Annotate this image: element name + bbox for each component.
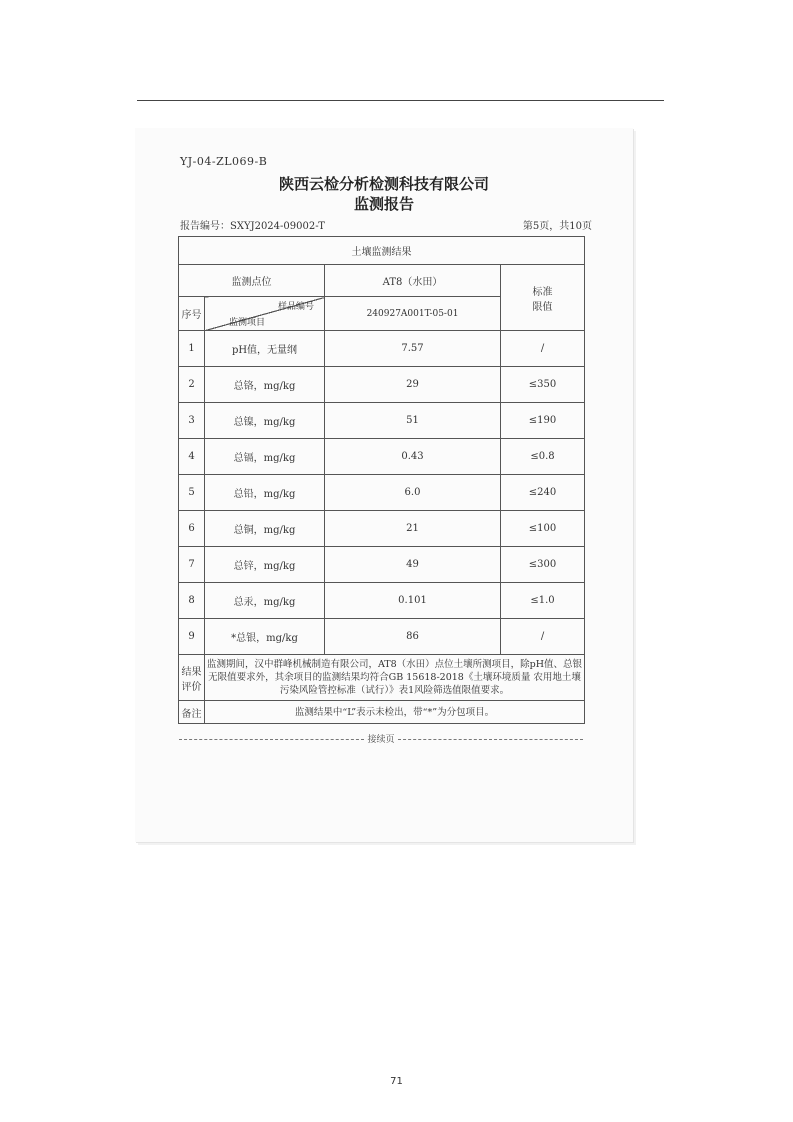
table-row: [179, 619, 585, 655]
scanned-report-page: [135, 128, 633, 842]
header-standard-line2: 限值: [532, 301, 553, 313]
row-seq: 6: [179, 511, 205, 547]
continue-dash-left: [179, 739, 364, 740]
row-item: 总汞，mg/kg: [205, 583, 325, 619]
row-value: 0.101: [325, 583, 501, 619]
row-limit: ≤240: [501, 475, 585, 511]
row-value: 7.57: [325, 331, 501, 367]
document-code: YJ-04-ZL069-B: [180, 155, 268, 168]
row-seq: 5: [179, 475, 205, 511]
row-value: 49: [325, 547, 501, 583]
data-rows: [179, 331, 585, 655]
row-value: 21: [325, 511, 501, 547]
sample-number: 240927A001T-05-01: [325, 297, 501, 331]
row-item: *总银，mg/kg: [205, 619, 325, 655]
top-rule: [137, 100, 664, 101]
diagonal-header-cell: [205, 297, 325, 331]
monitoring-point-value: AT8（水田）: [325, 265, 501, 297]
row-seq: 1: [179, 331, 205, 367]
row-item: pH值，无量纲: [205, 331, 325, 367]
page-number: 71: [390, 1076, 403, 1087]
remark-label: 备注: [179, 701, 205, 724]
row-seq: 9: [179, 619, 205, 655]
row-seq: 2: [179, 367, 205, 403]
row-limit: ≤350: [501, 367, 585, 403]
diag-sample-no-label: 样品编号: [277, 302, 314, 312]
company-name: 陕西云检分析检测科技有限公司: [278, 175, 489, 193]
row-item: 总铜，mg/kg: [205, 511, 325, 547]
row-seq: 7: [179, 547, 205, 583]
row-seq: 4: [179, 439, 205, 475]
remark-text: 监测结果中“L”表示未检出，带“*”为分包项目。: [205, 701, 585, 724]
row-item: 总镉，mg/kg: [205, 439, 325, 475]
table-row: [179, 367, 585, 403]
table-row: [179, 583, 585, 619]
row-value: 86: [325, 619, 501, 655]
row-limit: ≤1.0: [501, 583, 585, 619]
table-section-title: 土壤监测结果: [179, 237, 585, 265]
row-item: 总锌，mg/kg: [205, 547, 325, 583]
row-limit: ≤190: [501, 403, 585, 439]
row-item: 总铬，mg/kg: [205, 367, 325, 403]
row-item: 总镍，mg/kg: [205, 403, 325, 439]
soil-monitoring-table: [178, 236, 585, 724]
row-value: 0.43: [325, 439, 501, 475]
continue-dash-right: [398, 739, 583, 740]
row-seq: 8: [179, 583, 205, 619]
table-row: [179, 331, 585, 367]
page-count: 第5页，共10页: [522, 221, 592, 232]
header-seq: 序号: [179, 297, 205, 331]
report-number: 报告编号：SXYJ2024-09002-T: [180, 221, 325, 232]
row-limit: /: [501, 619, 585, 655]
row-limit: /: [501, 331, 585, 367]
eval-label: [179, 655, 205, 701]
row-value: 51: [325, 403, 501, 439]
row-seq: 3: [179, 403, 205, 439]
row-limit: ≤100: [501, 511, 585, 547]
continue-line: [178, 732, 584, 745]
header-standard-line1: 标准: [532, 286, 553, 298]
diag-item-label: 监测项目: [229, 318, 266, 328]
row-item: 总铅，mg/kg: [205, 475, 325, 511]
table-row: [179, 403, 585, 439]
row-value: 6.0: [325, 475, 501, 511]
row-limit: ≤0.8: [501, 439, 585, 475]
table-row: [179, 475, 585, 511]
table-row: [179, 547, 585, 583]
header-monitoring-point: 监测点位: [179, 265, 325, 297]
eval-label-line2: 评价: [181, 681, 202, 693]
row-value: 29: [325, 367, 501, 403]
table-row: [179, 439, 585, 475]
table-row: [179, 511, 585, 547]
eval-label-line1: 结果: [181, 666, 202, 678]
report-title: 监测报告: [353, 195, 414, 213]
continue-label: 接续页: [367, 735, 395, 745]
row-limit: ≤300: [501, 547, 585, 583]
header-standard-limit: [501, 265, 585, 331]
eval-text: 监测期间，汉中群峰机械制造有限公司，AT8（水田）点位土壤所测项目，除pH值、总银无限值要求外，其余项目的监测结果均符合GB 15618-2018《土壤环境质量 农用地土壤污染风险管控标准（试行）》表1风险筛选值限值要求。: [205, 655, 585, 701]
